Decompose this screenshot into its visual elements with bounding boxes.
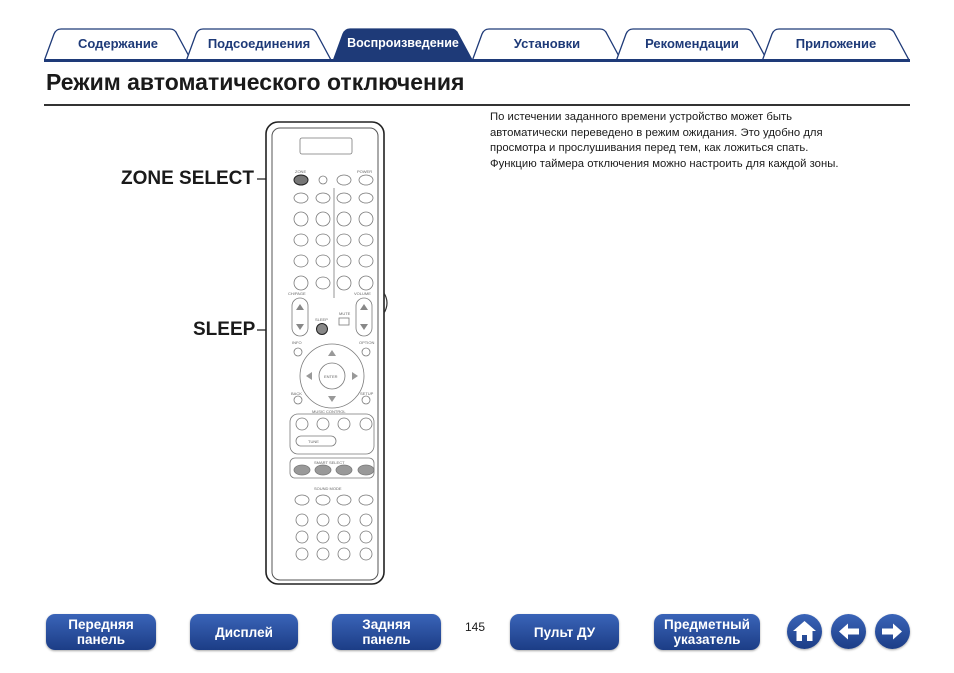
back-page-button[interactable] bbox=[831, 614, 866, 649]
next-page-button[interactable] bbox=[875, 614, 910, 649]
label-line: Предметный bbox=[664, 617, 750, 632]
callout-sleep: SLEEP bbox=[193, 319, 256, 340]
label-line: панель bbox=[76, 632, 126, 647]
remote-control-button[interactable] bbox=[510, 614, 619, 650]
remote-label-back: BACK bbox=[291, 391, 302, 396]
index-button[interactable] bbox=[654, 614, 760, 650]
page-number: 145 bbox=[465, 620, 486, 634]
display-label: Дисплей bbox=[215, 624, 273, 640]
tab-label: Установки bbox=[513, 36, 581, 51]
remote-label-smart-select: SMART SELECT bbox=[314, 460, 345, 465]
arrow-left-icon bbox=[831, 614, 866, 649]
remote-label-ch-page: CH/PAGE bbox=[288, 291, 306, 296]
tab-label: Рекомендации bbox=[645, 36, 739, 51]
home-button[interactable] bbox=[787, 614, 822, 649]
remote-label-option: OPTION bbox=[359, 340, 375, 345]
arrow-right-icon bbox=[875, 614, 910, 649]
home-icon bbox=[787, 614, 822, 649]
tab-label: Воспроизведение bbox=[347, 36, 459, 50]
remote-label-info: INFO bbox=[292, 340, 302, 345]
remote-label-enter: ENTER bbox=[324, 374, 338, 379]
remote-label-power: POWER bbox=[357, 169, 373, 174]
page-title: Режим автоматического отключения bbox=[46, 69, 465, 95]
remote-label-volume: VOLUME bbox=[354, 291, 371, 296]
remote-control-illustration bbox=[262, 118, 392, 588]
front-panel-label bbox=[68, 617, 133, 647]
description-line: Функцию таймера отключения можно настроить для каждой зоны. bbox=[490, 158, 839, 171]
label-line: Передняя bbox=[68, 617, 134, 632]
remote-label-sleep: SLEEP bbox=[315, 317, 328, 322]
callout-zone-select: ZONE SELECT bbox=[121, 168, 255, 189]
rear-panel-button[interactable] bbox=[332, 614, 441, 650]
display-button[interactable] bbox=[190, 614, 298, 650]
description-line: просмотра и прослушивания перед тем, как ложиться спать. bbox=[490, 142, 809, 155]
remote-label-tune: TUNE bbox=[308, 439, 319, 444]
label-line: указатель bbox=[673, 632, 741, 647]
rear-panel-label bbox=[362, 617, 410, 647]
label-line: панель bbox=[362, 632, 411, 647]
front-panel-button[interactable] bbox=[46, 614, 156, 650]
remote-label-sound-mode: SOUND MODE bbox=[314, 486, 342, 491]
tab-label: Содержание bbox=[77, 36, 159, 51]
remote-label-setup: SETUP bbox=[360, 391, 374, 396]
remote-control-label: Пульт ДУ bbox=[533, 624, 596, 640]
description-line: автоматически переведено в режим ожидания. Это удобно для bbox=[490, 126, 823, 139]
label-line: Задняя bbox=[362, 617, 411, 632]
description-line: По истечении заданного времени устройство может быть bbox=[490, 111, 793, 123]
remote-label-music-control: MUSIC CONTROL bbox=[312, 409, 346, 414]
tab-label: Приложение bbox=[795, 36, 877, 51]
index-label bbox=[664, 617, 750, 647]
remote-label-mute: MUTE bbox=[339, 311, 351, 316]
remote-label-zone: ZONE bbox=[295, 169, 307, 174]
tab-label: Подсоединения bbox=[207, 36, 311, 51]
